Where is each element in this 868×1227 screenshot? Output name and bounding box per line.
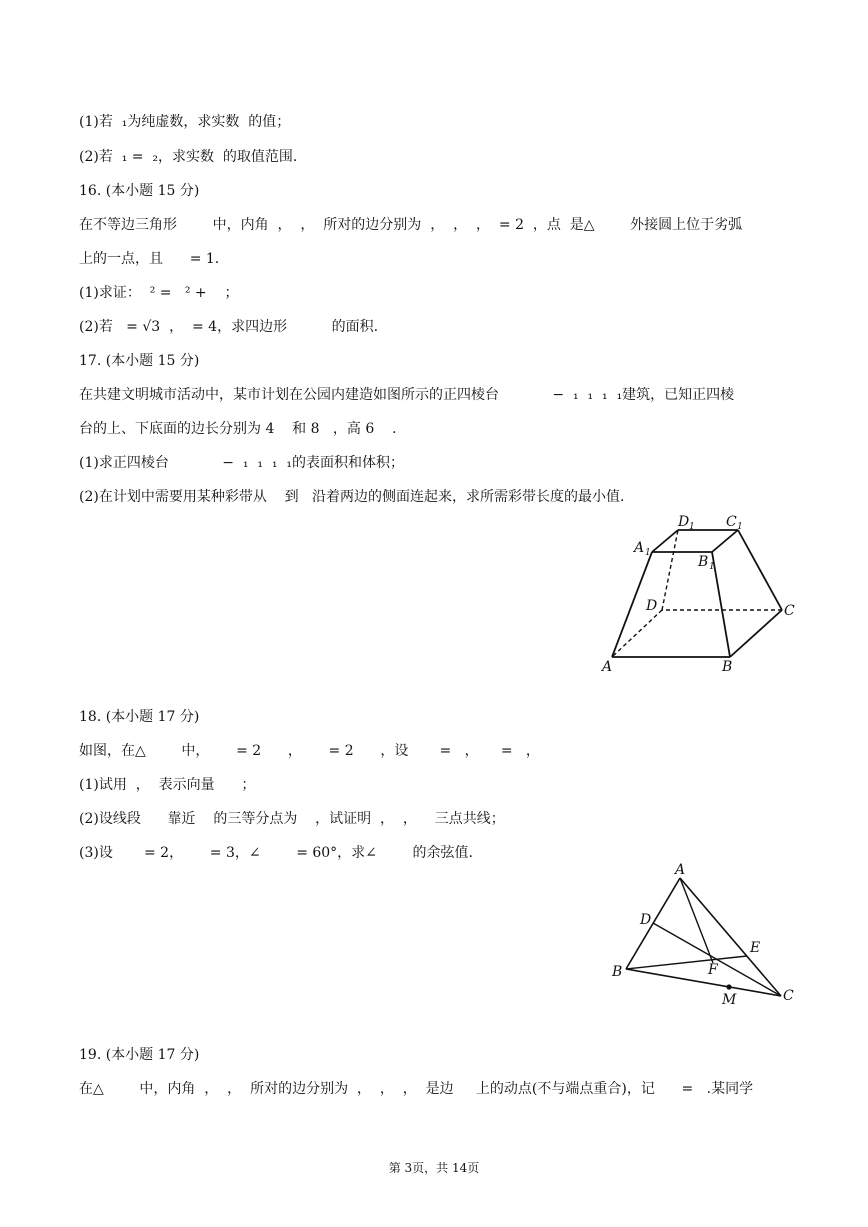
- q16-heading: 16. (本小题 15 分): [79, 183, 200, 199]
- label-C: C: [784, 603, 795, 619]
- q19-heading: 19. (本小题 17 分): [79, 1047, 200, 1063]
- q16-part2: (2)若 = √3 ， = 4，求四边形 的面积.: [79, 319, 379, 335]
- edge-D1A1: [652, 530, 678, 552]
- q18-stem: 如图，在△ 中， = 2 ， = 2 ，设 = ， = ，: [79, 743, 540, 759]
- label-E: E: [750, 940, 761, 956]
- q16-stem-line1: 在不等边三角形 中，内角 ， ， 所对的边分别为 ， ， ， = 2 ，点 是△ 外接圆上位于劣弧: [79, 217, 743, 233]
- label-B1: B: [698, 554, 709, 570]
- label-A1: A: [634, 540, 645, 556]
- label-D1: D: [678, 514, 690, 530]
- label-F: F: [708, 962, 718, 978]
- q17-heading: 17. (本小题 15 分): [79, 353, 200, 369]
- label-B1-sub: 1: [709, 562, 715, 572]
- label-C1: C: [726, 514, 737, 530]
- edge-CC1: [738, 530, 782, 610]
- label-C: C: [783, 988, 794, 1004]
- q18-part2: (2)设线段 靠近 的三等分点为 ，试证明 ， ， 三点共线；: [79, 811, 505, 827]
- page-footer: 第 3页，共 14页: [388, 1161, 480, 1175]
- q16-part1: (1)求证： ² = ² + ；: [79, 285, 239, 301]
- q18-part3: (3)设 = 2， = 3，∠ = 60°，求∠ 的余弦值.: [79, 845, 473, 861]
- label-C1-sub: 1: [737, 522, 743, 532]
- point-M: [726, 984, 731, 989]
- q18-part1: (1)试用 ， 表示向量 ；: [79, 777, 256, 793]
- edge-BC: [730, 610, 782, 657]
- triangle-figure: [600, 860, 810, 1010]
- q19-stem: 在△ 中，内角 ， ， 所对的边分别为 ， ， ， 是边 上的动点(不与端点重合)，记 = .某同学: [79, 1081, 754, 1097]
- q16-stem-line2: 上的一点，且 = 1.: [79, 251, 220, 267]
- edge-AC: [680, 878, 781, 996]
- q17-stem-line1: 在共建文明城市活动中，某市计划在公园内建造如图所示的正四棱台 − ₁ ₁ ₁ ₁建筑，已知正四棱: [79, 387, 735, 403]
- edge-B1C1: [712, 530, 738, 552]
- label-D: D: [646, 598, 658, 614]
- label-A: A: [602, 659, 613, 675]
- label-D: D: [640, 912, 652, 928]
- segment-AM: [680, 878, 713, 963]
- label-A: A: [675, 862, 686, 878]
- q17-part1: (1)求正四棱台 − ₁ ₁ ₁ ₁的表面积和体积；: [79, 455, 405, 471]
- q17-stem-line2: 台的上、下底面的边长分别为 4 和 8 ，高 6 .: [79, 421, 397, 437]
- q17-part2: (2)在计划中需要用某种彩带从 到 沿着两边的侧面连起来，求所需彩带长度的最小值.: [79, 489, 625, 505]
- label-A1-sub: 1: [645, 548, 651, 558]
- label-B: B: [722, 659, 733, 675]
- q18-heading: 18. (本小题 17 分): [79, 709, 200, 725]
- label-D1-sub: 1: [689, 522, 695, 532]
- frustum-figure: [590, 510, 810, 680]
- edge-DA-hidden: [612, 610, 662, 657]
- q15-part2: (2)若 ₁ = ₂，求实数 的取值范围.: [79, 149, 298, 165]
- label-B: B: [612, 964, 623, 980]
- q15-part1: (1)若 ₁为纯虚数，求实数 的值；: [79, 114, 291, 130]
- label-M: M: [722, 992, 737, 1008]
